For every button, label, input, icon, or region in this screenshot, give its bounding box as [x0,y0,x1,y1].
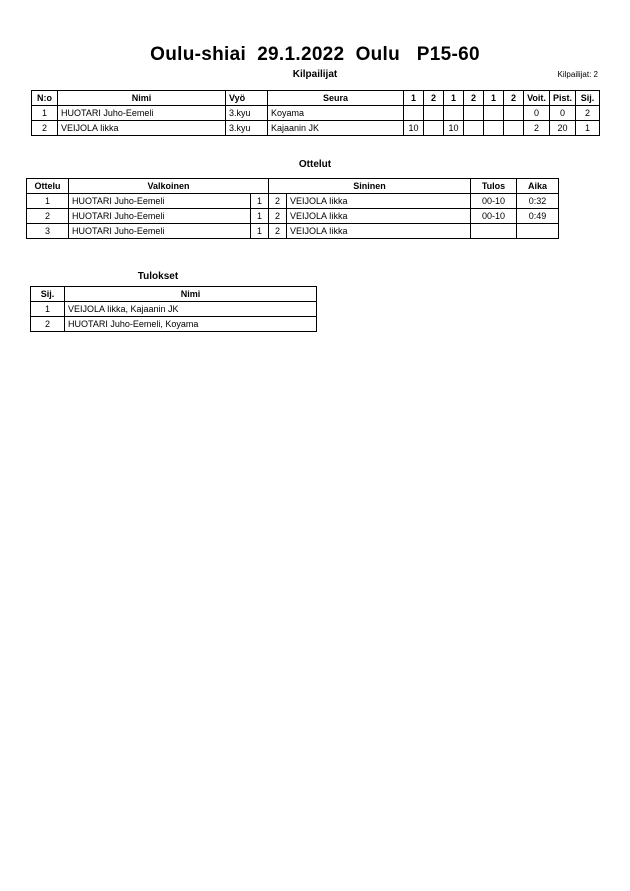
cell-ottelu: 2 [27,209,69,224]
col-nimi: Nimi [65,287,317,302]
col-nimi: Nimi [58,91,226,106]
competitors-meta-row [0,70,630,79]
col-voit: Voit. [524,91,550,106]
table-row [32,121,600,136]
cell-sininen: VEIJOLA Iikka [287,209,471,224]
cell-nimi: VEIJOLA Iikka, Kajaanin JK [65,302,317,317]
cell-aika: 0:32 [517,194,559,209]
cell-score: 10 [404,121,424,136]
cell-pist: 20 [550,121,576,136]
cell-vyo: 3.kyu [226,121,268,136]
table-row [32,106,600,121]
cell-pist: 0 [550,106,576,121]
cell-score [504,121,524,136]
table-header-row [32,91,600,106]
cell-nro: 1 [32,106,58,121]
cell-nimi: HUOTARI Juho-Eemeli [58,106,226,121]
competitors-count: Kilpailijat: 2 [557,70,598,79]
table-header-row [27,179,559,194]
cell-sij: 1 [31,302,65,317]
col-nro: N:o [32,91,58,106]
cell-nro: 2 [32,121,58,136]
col-pist: Pist. [550,91,576,106]
cell-score [404,106,424,121]
cell-valkoinen: HUOTARI Juho-Eemeli [69,209,251,224]
competitors-table [31,90,600,136]
cell-tulos [471,224,517,239]
matches-table [26,178,559,239]
results-heading: Tulokset [137,271,179,282]
matches-table-wrap [26,178,558,239]
competitors-heading: Kilpailijat [292,69,338,80]
col-round-2b: 2 [464,91,484,106]
cell-player-no-blue: 2 [269,224,287,239]
cell-aika [517,224,559,239]
col-ottelu: Ottelu [27,179,69,194]
col-round-2c: 2 [504,91,524,106]
table-row [31,317,317,332]
cell-nimi: HUOTARI Juho-Eemeli, Koyama [65,317,317,332]
table-row [31,302,317,317]
cell-ottelu: 3 [27,224,69,239]
col-sij: Sij. [31,287,65,302]
cell-score [424,121,444,136]
cell-score [464,106,484,121]
cell-player-no-white: 1 [251,209,269,224]
col-aika: Aika [517,179,559,194]
col-round-1c: 1 [484,91,504,106]
col-valkoinen: Valkoinen [69,179,269,194]
cell-seura: Koyama [268,106,404,121]
cell-aika: 0:49 [517,209,559,224]
results-heading-row [0,266,630,284]
matches-heading-row [0,159,630,170]
cell-player-no-blue: 2 [269,194,287,209]
cell-vyo: 3.kyu [226,106,268,121]
col-vyo: Vyö [226,91,268,106]
cell-voit: 2 [524,121,550,136]
competitors-table-wrap [31,90,599,136]
matches-heading: Ottelut [298,159,332,170]
cell-nimi: VEIJOLA Iikka [58,121,226,136]
cell-score [504,106,524,121]
col-tulos: Tulos [471,179,517,194]
results-table-wrap [30,286,316,332]
col-round-2a: 2 [424,91,444,106]
page-title: Oulu-shiai 29.1.2022 Oulu P15-60 [150,44,480,65]
cell-seura: Kajaanin JK [268,121,404,136]
cell-tulos: 00-10 [471,209,517,224]
col-round-1b: 1 [444,91,464,106]
cell-ottelu: 1 [27,194,69,209]
col-seura: Seura [268,91,404,106]
cell-player-no-blue: 2 [269,209,287,224]
table-row [27,194,559,209]
cell-score: 10 [444,121,464,136]
cell-score [464,121,484,136]
cell-sininen: VEIJOLA Iikka [287,224,471,239]
table-row [27,224,559,239]
results-table [30,286,317,332]
col-round-1a: 1 [404,91,424,106]
cell-sininen: VEIJOLA Iikka [287,194,471,209]
cell-score [484,106,504,121]
cell-score [424,106,444,121]
cell-score [484,121,504,136]
col-sij: Sij. [576,91,600,106]
cell-sij: 2 [31,317,65,332]
cell-sij: 1 [576,121,600,136]
cell-voit: 0 [524,106,550,121]
col-sininen: Sininen [269,179,471,194]
cell-player-no-white: 1 [251,194,269,209]
cell-sij: 2 [576,106,600,121]
table-header-row [31,287,317,302]
cell-valkoinen: HUOTARI Juho-Eemeli [69,224,251,239]
table-row [27,209,559,224]
cell-valkoinen: HUOTARI Juho-Eemeli [69,194,251,209]
cell-player-no-white: 1 [251,224,269,239]
cell-score [444,106,464,121]
cell-tulos: 00-10 [471,194,517,209]
